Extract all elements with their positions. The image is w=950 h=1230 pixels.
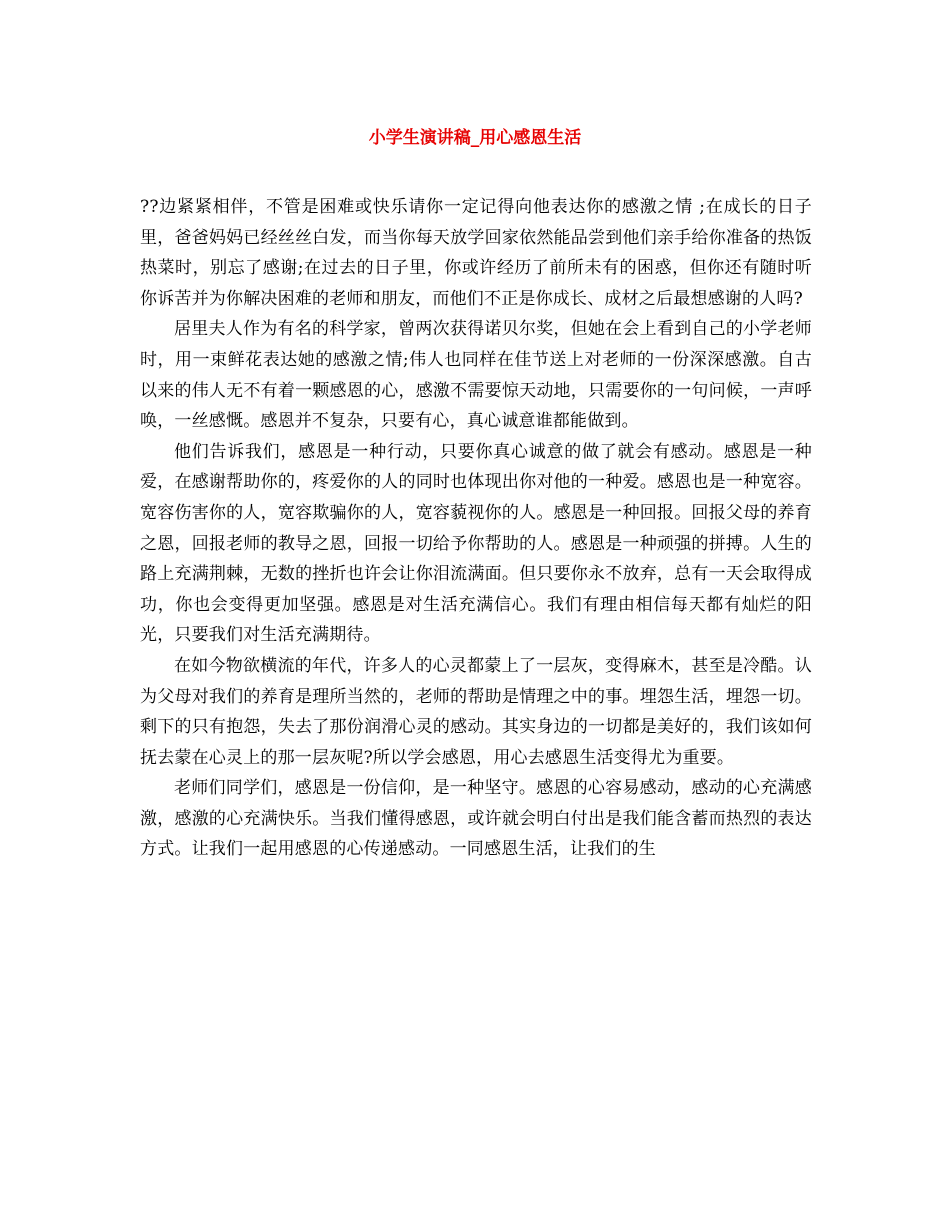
document-title: 小学生演讲稿_用心感恩生活 xyxy=(368,128,582,148)
paragraph-2: 居里夫人作为有名的科学家，曾两次获得诺贝尔奖，但她在会上看到自己的小学老师时，用一束鲜花表达她的感激之情;伟人也同样在佳节送上对老师的一份深深感激。自古以来的伟人无不有着一颗感恩的心，感激不需要惊天动地，只需要你的一句问候，一声呼唤，一丝感慨。感恩并不复杂，只要有心，真心诚意谁都能做到。 xyxy=(140,319,812,432)
paragraph-1: ??边紧紧相伴，不管是困难或快乐请你一定记得向他表达你的感激之情 ;在成长的日子里，爸爸妈妈已经丝丝白发，而当你每天放学回家依然能品尝到他们亲手给你准备的热饭热菜时，别忘了感谢;在过去的日子里，你或许经历了前所未有的困惑，但你还有随时听你诉苦并为你解决困难的老师和朋友，而他们不正是你成长、成材之后最想感谢的人吗? xyxy=(140,197,812,309)
paragraph-3: 他们告诉我们，感恩是一种行动，只要你真心诚意的做了就会有感动。感恩是一种爱，在感谢帮助你的，疼爱你的人的同时也体现出你对他的一种爱。感恩也是一种宽容。宽容伤害你的人，宽容欺骗你的人，宽容藐视你的人。感恩是一种回报。回报父母的养育之恩，回报老师的教导之恩，回报一切给予你帮助的人。感恩是一种顽强的拼搏。人生的路上充满荆棘，无数的挫折也许会让你泪流满面。但只要你永不放弃，总有一天会取得成功，你也会变得更加坚强。感恩是对生活充满信心。我们有理由相信每天都有灿烂的阳光，只要我们对生活充满期待。 xyxy=(140,441,812,646)
document-body xyxy=(140,192,812,865)
paragraph-5: 老师们同学们，感恩是一份信仰，是一种坚守。感恩的心容易感动，感动的心充满感激，感激的心充满快乐。当我们懂得感恩，或许就会明白付出是我们能含蓄而热烈的表达方式。让我们一起用感恩的心传递感动。一同感恩生活，让我们的生 xyxy=(140,778,812,860)
paragraph-4: 在如今物欲横流的年代，许多人的心灵都蒙上了一层灰，变得麻木，甚至是冷酷。认为父母对我们的养育是理所当然的，老师的帮助是情理之中的事。埋怨生活，埋怨一切。剩下的只有抱怨，失去了那份润滑心灵的感动。其实身边的一切都是美好的，我们该如何抚去蒙在心灵上的那一层灰呢?所以学会感恩，用心去感恩生活变得尤为重要。 xyxy=(140,655,812,768)
